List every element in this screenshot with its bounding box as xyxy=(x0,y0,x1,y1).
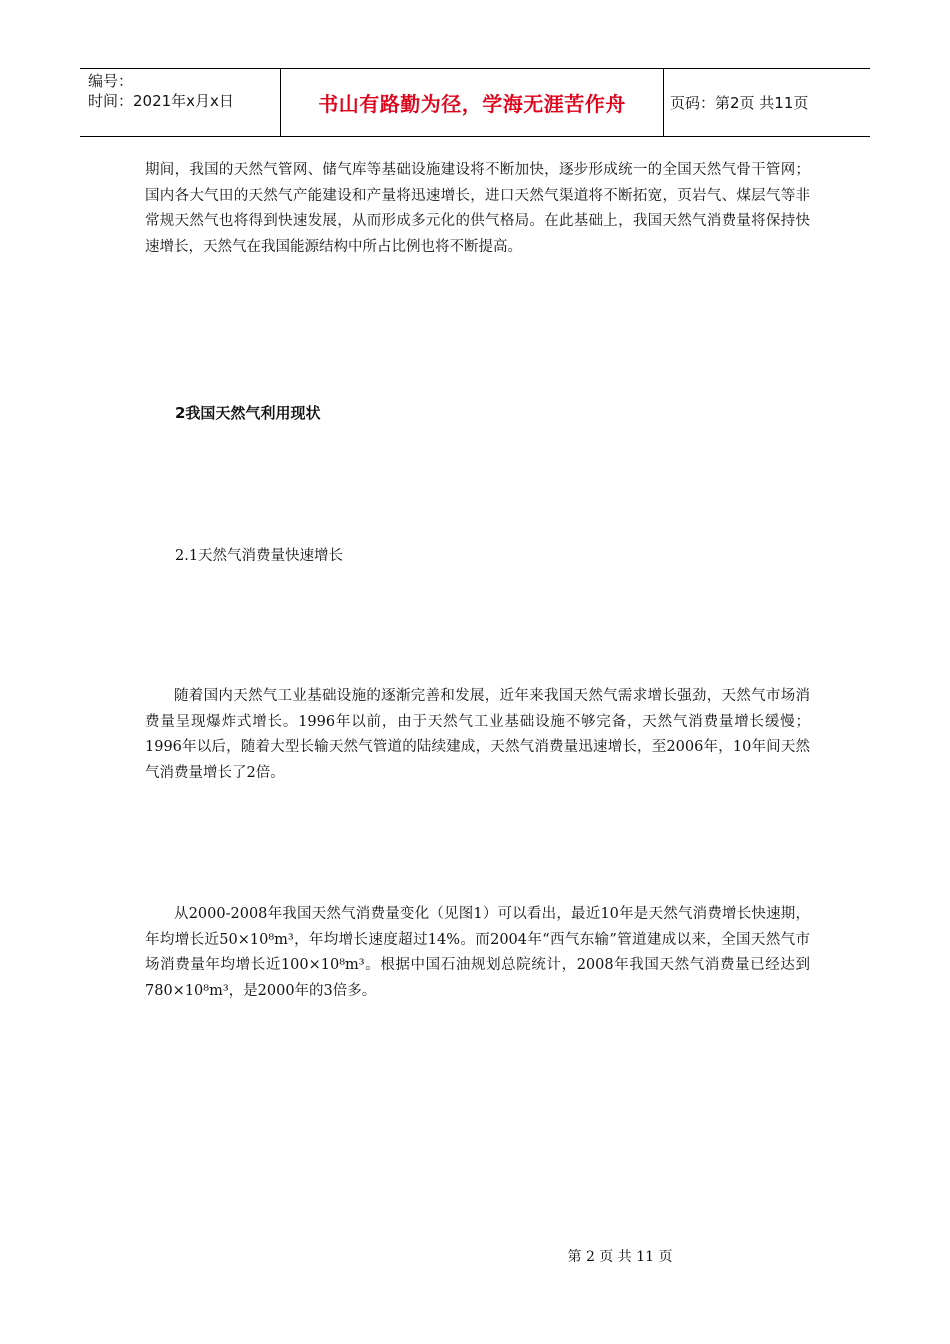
paragraph-consumption-growth: 随着国内天然气工业基础设施的逐渐完善和发展，近年来我国天然气需求增长强劲，天然气市场消费量呈现爆炸式增长。1996年以前，由于天然气工业基础设施不够完备，天然气消费量增长缓慢；1996年以后，随着大型长输天然气管道的陆续建成，天然气消费量迅速增长，至2006年，10年间天然气消费量增长了2倍。 xyxy=(145,688,810,781)
header-motto: 书山有路勤为径，学海无涯苦作舟 xyxy=(280,69,664,136)
header-meta xyxy=(88,71,278,111)
document-number-label: 编号： xyxy=(88,72,134,90)
page-footer: 第 2 页 共 11 页 xyxy=(567,1249,673,1265)
header-page-info: 页码：第2页 共11页 xyxy=(670,94,809,112)
paragraph-intro: 期间，我国的天然气管网、储气库等基础设施建设将不断加快，逐步形成统一的全国天然气骨干管网；国内各大气田的天然气产能建设和产量将迅速增长，进口天然气渠道将不断拓宽，页岩气、煤层气等非常规天然气也将得到快速发展，从而形成多元化的供气格局。在此基础上，我国天然气消费量将保持快速增长，天然气在我国能源结构中所占比例也将不断提高。 xyxy=(145,162,810,255)
page-header xyxy=(80,68,870,137)
document-date: 时间：2021年x月x日 xyxy=(88,92,234,110)
section-heading-2-1: 2.1天然气消费量快速增长 xyxy=(175,548,344,564)
section-heading-2: 2我国天然气利用现状 xyxy=(175,404,321,422)
paragraph-consumption-stats: 从2000-2008年我国天然气消费量变化（见图1）可以看出，最近10年是天然气消费增长快速期，年均增长近50×10⁸m³，年均增长速度超过14%。而2004年“西气东输”管道建成以来，全国天然气市场消费量年均增长近100×10⁸m³。根据中国石油规划总院统计，2008年我国天然气消费量已经达到780×10⁸m³，是2000年的3倍多。 xyxy=(145,906,810,999)
